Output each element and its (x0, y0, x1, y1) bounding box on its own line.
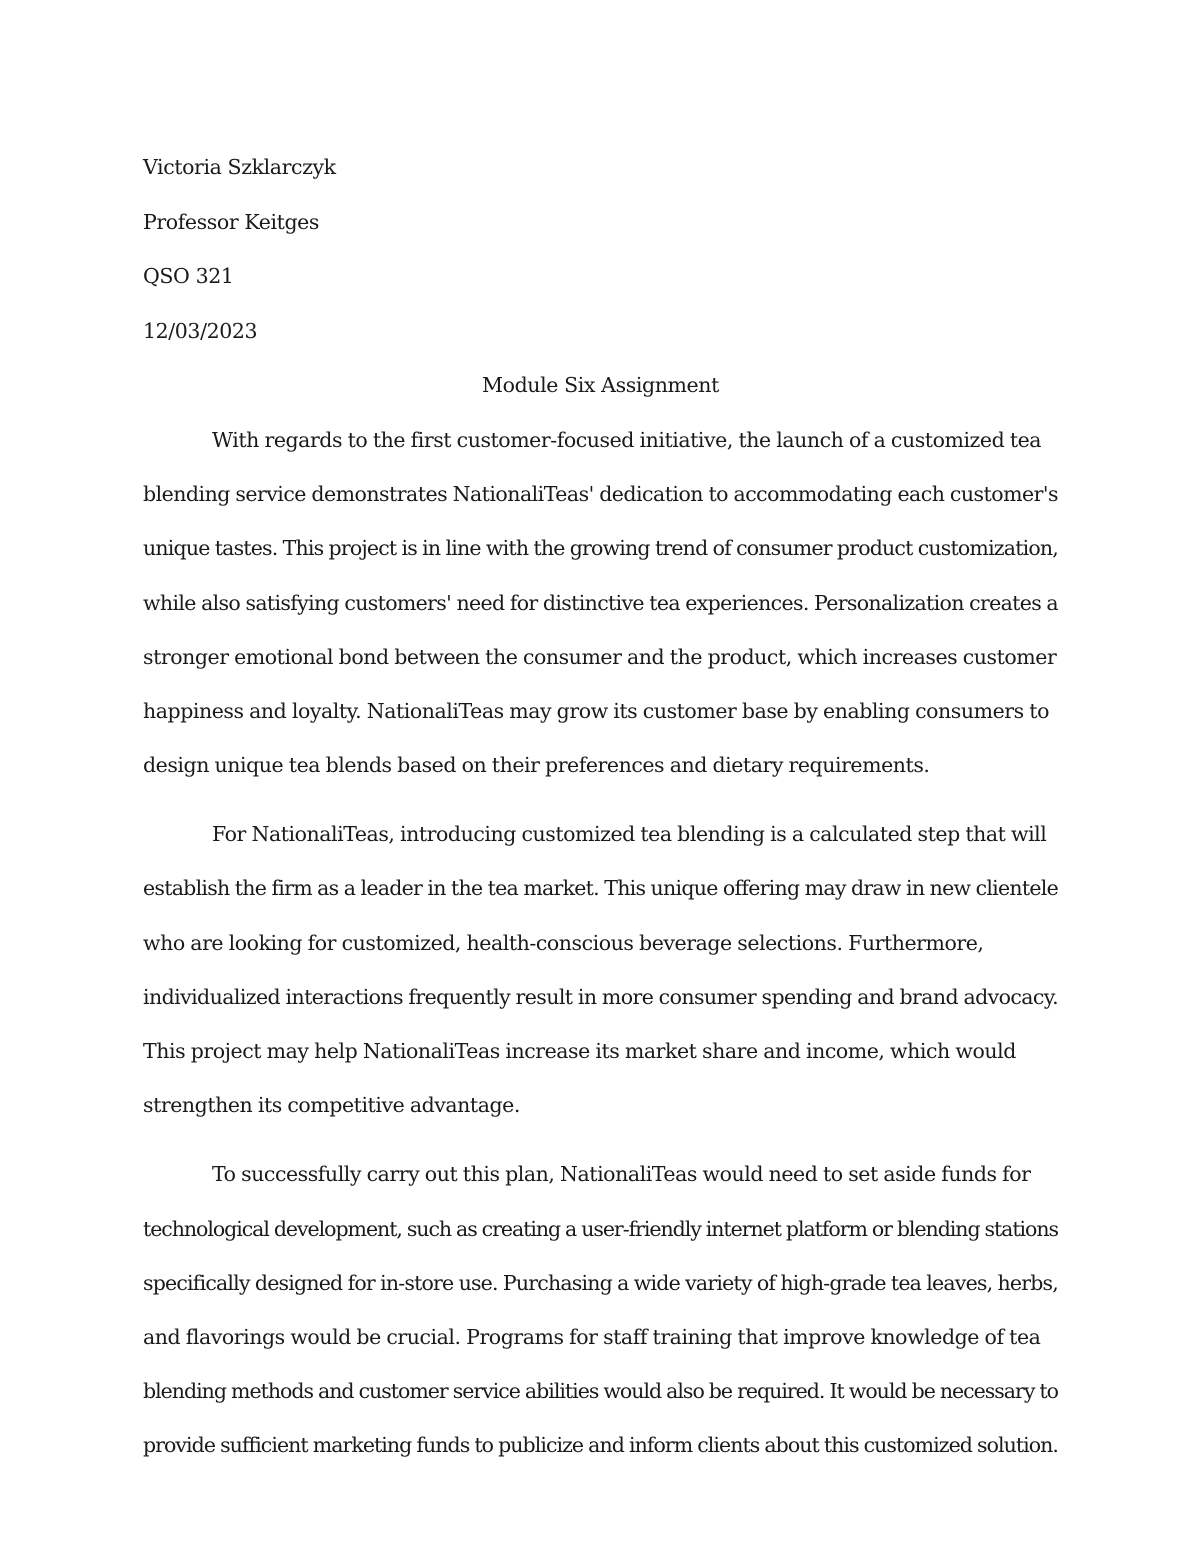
paragraph-line: who are looking for customized, health-conscious beverage selections. Furthermore, (143, 930, 984, 955)
paragraph-line: happiness and loyalty. NationaliTeas may grow its customer base by enabling consumers to (143, 698, 1049, 723)
paragraph-line: blending service demonstrates NationaliTeas' dedication to accommodating each customer's (143, 482, 1058, 507)
paragraph-line: individualized interactions frequently result in more consumer spending and brand advocacy. (143, 984, 1058, 1009)
paragraph-line: and flavorings would be crucial. Programs for staff training that improve knowledge of tea (143, 1324, 1041, 1349)
paragraph-line: With regards to the first customer-focused initiative, the launch of a customized tea (212, 427, 1042, 452)
paragraph-line: unique tastes. This project is in line with the growing trend of consumer product customization, (143, 536, 1058, 561)
paragraph-line: stronger emotional bond between the consumer and the product, which increases customer (143, 644, 1057, 669)
paragraph-spacer (143, 792, 1058, 807)
paragraph-line: establish the firm as a leader in the tea market. This unique offering may draw in new clientele (143, 876, 1058, 901)
author-name: Victoria Szklarczyk (143, 155, 336, 179)
paragraph-line: For NationaliTeas, introducing customized tea blending is a calculated step that will (212, 822, 1047, 847)
document-body (143, 140, 1058, 1473)
paragraph-2 (143, 807, 1058, 1132)
paragraph-line: strengthen its competitive advantage. (143, 1093, 520, 1118)
professor-name: Professor Keitges (143, 209, 320, 234)
paragraph-1 (143, 413, 1058, 792)
paragraph-line: specifically designed for in-store use. Purchasing a wide variety of high-grade tea leaves, herbs, (143, 1270, 1058, 1295)
paragraph-line: design unique tea blends based on their preferences and dietary requirements. (143, 753, 930, 778)
paragraph-line: blending methods and customer service abilities would also be required. It would be necessary to (143, 1379, 1058, 1404)
paragraph-spacer (143, 1132, 1058, 1147)
course-code: QSO 321 (143, 264, 234, 289)
paragraph-3 (143, 1147, 1058, 1472)
paragraph-line: To successfully carry out this plan, NationaliTeas would need to set aside funds for (212, 1162, 1031, 1187)
paragraph-line: technological development, such as creating a user-friendly internet platform or blending stations (143, 1216, 1058, 1241)
paragraph-line: provide sufficient marketing funds to publicize and inform clients about this customized solution. (143, 1433, 1058, 1458)
assignment-date: 12/03/2023 (143, 318, 258, 343)
document-title: Module Six Assignment (482, 373, 719, 398)
paragraph-line: while also satisfying customers' need for distinctive tea experiences. Personalization creates a (143, 590, 1058, 615)
paragraph-line: This project may help NationaliTeas increase its market share and income, which would (143, 1039, 1016, 1064)
